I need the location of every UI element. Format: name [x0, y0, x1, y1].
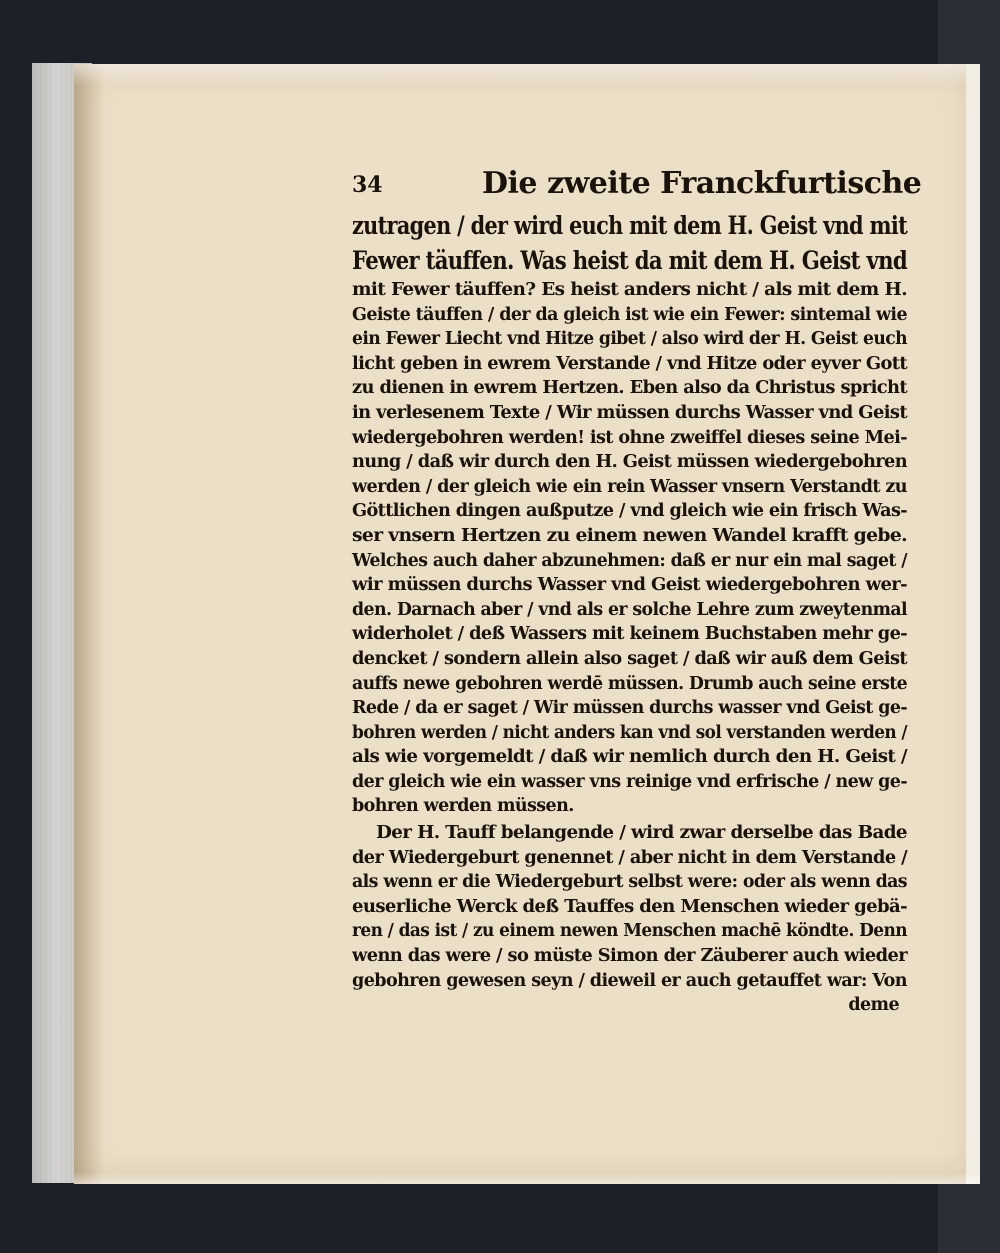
- page-right-edge: [966, 64, 980, 1184]
- text-line: licht geben in ewrem Verstande / vnd Hitze oder eyver Gott: [352, 353, 907, 374]
- page-bottom-edge: [74, 1172, 980, 1184]
- text-line: Rede / da er saget / Wir müssen durchs wasser vnd Geist ge-: [352, 698, 907, 719]
- text-line: zutragen / der wird euch mit dem H. Geist vnd mit: [352, 211, 908, 240]
- text-line: mit Fewer täuffen? Es heist anders nicht / als mit dem H.: [352, 280, 908, 300]
- text-line: als wie vorgemeldt / daß wir nemlich durch den H. Geist /: [352, 747, 907, 768]
- page-text: [352, 166, 922, 1018]
- page-number: 34: [352, 172, 383, 198]
- text-line: Göttlichen dingen außputze / vnd gleich wie ein frisch Was-: [352, 501, 908, 522]
- text-line: ren / das ist / zu einem newen Menschen machē köndte. Denn: [352, 921, 907, 942]
- text-line: euserliche Werck deß Tauffes den Menschen wieder gebä-: [352, 896, 907, 917]
- text-line: ein Fewer Liecht vnd Hitze gibet / also wird der H. Geist euch: [352, 329, 908, 350]
- text-line: Welches auch daher abzunehmen: daß er nur ein mal saget /: [352, 550, 908, 571]
- text-line: Geiste täuffen / der da gleich ist wie ein Fewer: sintemal wie: [352, 304, 908, 325]
- running-title: Die zweite Franckfurtische: [482, 166, 922, 201]
- text-line: wir müssen durchs Wasser vnd Geist wiedergebohren wer-: [352, 575, 907, 596]
- text-line: der Wiedergeburt genennet / aber nicht in dem Verstande /: [352, 847, 908, 868]
- text-line: als wenn er die Wiedergeburt selbst were: oder als wenn das: [352, 872, 907, 893]
- text-line: in verlesenem Texte / Wir müssen durchs Wasser vnd Geist: [352, 402, 908, 423]
- text-line: Der H. Tauff belangende / wird zwar derselbe das Bade: [376, 823, 907, 844]
- page-gutter-shadow: [74, 64, 104, 1184]
- text-line: bohren werden / nicht anders kan vnd sol verstanden werden /: [352, 722, 907, 743]
- text-line: bohren werden müssen.: [352, 796, 574, 817]
- text-line: gebohren gewesen seyn / dieweil er auch getauffet war: Von: [352, 970, 907, 991]
- text-line: zu dienen in ewrem Hertzen. Eben also da Christus spricht: [352, 378, 908, 399]
- text-line: auffs newe gebohren werdē müssen. Drumb auch seine erste: [352, 673, 908, 694]
- text-line: wiedergebohren werden! ist ohne zweiffel dieses seine Mei-: [352, 427, 907, 448]
- page-top-edge: [74, 64, 980, 86]
- text-line: der gleich wie ein wasser vns reinige vnd erfrische / new ge-: [352, 771, 907, 792]
- text-line: dencket / sondern allein also saget / daß wir auß dem Geist: [352, 648, 908, 669]
- text-line: den. Darnach aber / vnd als er solche Lehre zum zweytenmal: [352, 599, 907, 620]
- text-line: Fewer täuffen. Was heist da mit dem H. Geist vnd: [352, 246, 908, 275]
- text-line: nung / daß wir durch den H. Geist müssen wiedergebohren: [352, 452, 908, 473]
- page-header: [352, 166, 922, 208]
- catchword: deme: [848, 995, 899, 1016]
- text-line: werden / der gleich wie ein rein Wasser vnsern Verstandt zu: [352, 476, 908, 497]
- text-line: widerholet / deß Wassers mit keinem Buchstaben mehr ge-: [352, 624, 908, 645]
- text-line: ser vnsern Hertzen zu einem newen Wandel krafft gebe.: [352, 525, 907, 546]
- text-line: wenn das were / so müste Simon der Zäuberer auch wieder: [352, 946, 907, 967]
